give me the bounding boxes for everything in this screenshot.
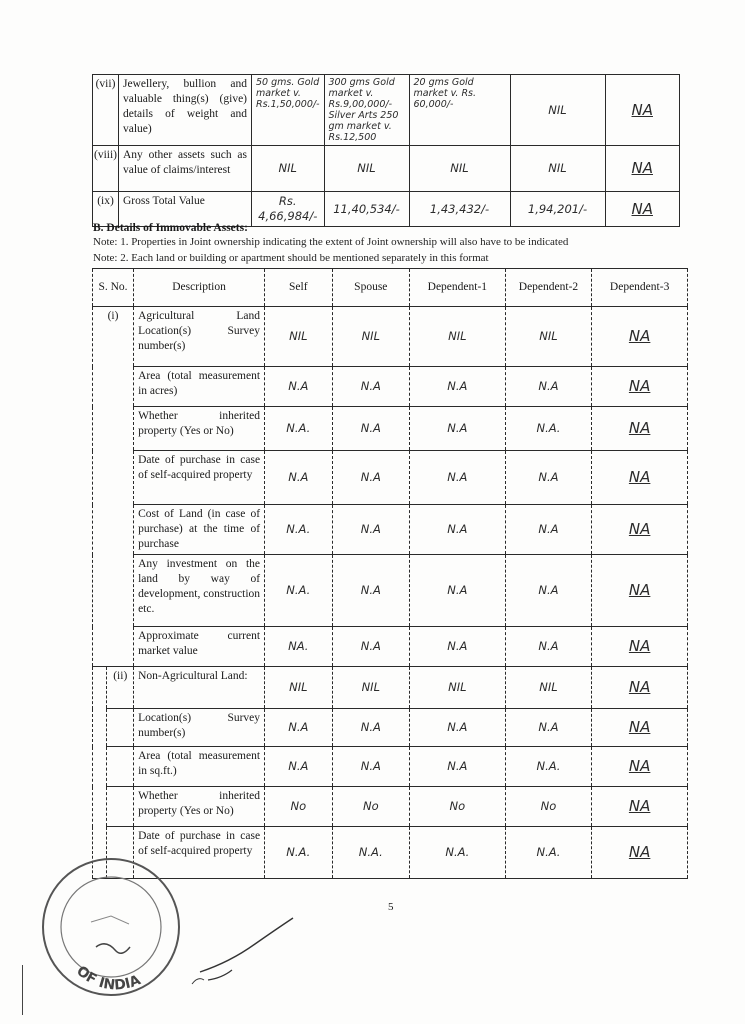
value-dependent-1: NIL <box>409 146 510 192</box>
table-row <box>93 747 688 787</box>
value-spouse: N.A <box>332 367 409 407</box>
value-dependent-1: 1,43,432/- <box>409 192 510 227</box>
row-number: (vii) <box>93 75 119 146</box>
value-self: NA. <box>265 627 333 667</box>
value-dependent-1: NIL <box>410 307 506 367</box>
value-dependent-3: NA <box>592 787 688 827</box>
value-dependent-3: NA <box>592 667 688 709</box>
value-dependent-3: NA <box>605 146 680 192</box>
table-row <box>93 667 688 709</box>
value-dependent-3: NA <box>605 192 680 227</box>
table-row <box>93 787 688 827</box>
section-title: B. Details of Immovable Assets: <box>93 222 248 234</box>
table-row <box>93 307 688 367</box>
value-dependent-2: N.A. <box>505 407 592 451</box>
row-number: (viii) <box>93 146 119 192</box>
value-dependent-1: N.A <box>410 555 506 627</box>
value-dependent-3: NA <box>592 827 688 879</box>
stamp-text: OF INDIA <box>73 963 143 994</box>
value-dependent-2: N.A <box>505 367 592 407</box>
value-self: N.A. <box>265 555 333 627</box>
header-self: Self <box>265 269 333 307</box>
row-number: (ix) <box>93 192 119 227</box>
value-dependent-3: NA <box>592 555 688 627</box>
value-dependent-2: NIL <box>510 146 605 192</box>
row-description: Whether inherited property (Yes or No) <box>134 407 265 451</box>
group-number: (ii) <box>107 667 134 709</box>
value-spouse: N.A <box>332 709 409 747</box>
table-row <box>93 75 680 146</box>
row-description: Area (total measurement in acres) <box>134 367 265 407</box>
value-dependent-2: 1,94,201/- <box>510 192 605 227</box>
value-dependent-1: 20 gms Gold market v. Rs. 60,000/- <box>409 75 510 146</box>
value-dependent-1: N.A <box>410 709 506 747</box>
value-dependent-1: N.A <box>410 367 506 407</box>
value-dependent-2: N.A <box>505 709 592 747</box>
row-description: Non-Agricultural Land: <box>134 667 265 709</box>
value-dependent-2: N.A <box>505 555 592 627</box>
table-row <box>93 146 680 192</box>
margin-mark <box>22 965 23 1015</box>
group-number-empty <box>107 747 134 787</box>
value-self: N.A <box>265 451 333 505</box>
value-dependent-3: NA <box>605 75 680 146</box>
value-dependent-2: NIL <box>505 667 592 709</box>
header-dependent-1: Dependent-1 <box>410 269 506 307</box>
row-description: Location(s) Survey number(s) <box>134 709 265 747</box>
table-row <box>93 451 688 505</box>
table-row <box>93 555 688 627</box>
header-spouse: Spouse <box>332 269 409 307</box>
table-row <box>93 407 688 451</box>
value-dependent-2: N.A. <box>505 747 592 787</box>
value-dependent-1: N.A <box>410 747 506 787</box>
row-description: Jewellery, bullion and valuable thing(s) (give) details of weight and value) <box>119 75 252 146</box>
row-description: Gross Total Value <box>119 192 252 227</box>
header-description: Description <box>134 269 265 307</box>
value-self: N.A. <box>265 407 333 451</box>
value-dependent-1: N.A <box>410 451 506 505</box>
note-2: Note: 2. Each land or building or apartment should be mentioned separately in this format <box>93 252 489 264</box>
value-dependent-2: NIL <box>510 75 605 146</box>
value-dependent-1: N.A <box>410 627 506 667</box>
row-description: Whether inherited property (Yes or No) <box>134 787 265 827</box>
header-dependent-2: Dependent-2 <box>505 269 592 307</box>
movable-assets-table <box>92 74 680 227</box>
row-description: Agricultural Land Location(s) Survey number(s) <box>134 307 265 367</box>
row-description: Area (total measurement in sq.ft.) <box>134 747 265 787</box>
value-spouse: N.A <box>332 627 409 667</box>
value-dependent-3: NA <box>592 367 688 407</box>
value-spouse: N.A <box>332 505 409 555</box>
value-dependent-2: N.A <box>505 451 592 505</box>
value-self: 50 gms. Gold market v. Rs.1,50,000/- <box>252 75 325 146</box>
signature <box>190 910 300 990</box>
value-self: NIL <box>252 146 325 192</box>
row-description: Approximate current market value <box>134 627 265 667</box>
value-dependent-1: N.A. <box>410 827 506 879</box>
value-dependent-3: NA <box>592 747 688 787</box>
group-number-empty <box>107 787 134 827</box>
value-spouse: N.A <box>332 407 409 451</box>
page-number: 5 <box>388 901 394 913</box>
table-row <box>93 627 688 667</box>
value-dependent-2: N.A. <box>505 827 592 879</box>
value-spouse: 11,40,534/- <box>324 192 409 227</box>
value-self: N.A <box>265 747 333 787</box>
value-spouse: N.A <box>332 451 409 505</box>
value-spouse: No <box>332 787 409 827</box>
value-dependent-3: NA <box>592 709 688 747</box>
header-sno: S. No. <box>93 269 134 307</box>
value-dependent-3: NA <box>592 407 688 451</box>
value-dependent-1: No <box>410 787 506 827</box>
value-spouse: N.A. <box>332 827 409 879</box>
value-dependent-1: NIL <box>410 667 506 709</box>
value-self: N.A <box>265 367 333 407</box>
value-dependent-2: No <box>505 787 592 827</box>
value-self: No <box>265 787 333 827</box>
row-description: Date of purchase in case of self-acquired property <box>134 827 265 879</box>
header-dependent-3: Dependent-3 <box>592 269 688 307</box>
value-spouse: N.A <box>332 747 409 787</box>
table-row <box>93 505 688 555</box>
value-self: NIL <box>265 667 333 709</box>
row-description: Cost of Land (in case of purchase) at the time of purchase <box>134 505 265 555</box>
table-header-row <box>93 269 688 307</box>
row-description: Any investment on the land by way of development, construction etc. <box>134 555 265 627</box>
value-self: Rs. 4,66,984/- <box>252 192 325 227</box>
value-spouse: 300 gms Gold market v. Rs.9,00,000/- Silver Arts 250 gm market v. Rs.12,500 <box>324 75 409 146</box>
value-self: N.A. <box>265 827 333 879</box>
row-description: Any other assets such as value of claims/interest <box>119 146 252 192</box>
value-dependent-2: NIL <box>505 307 592 367</box>
value-self: N.A <box>265 709 333 747</box>
immovable-assets-table <box>92 268 688 879</box>
value-dependent-3: NA <box>592 505 688 555</box>
value-dependent-1: N.A <box>410 407 506 451</box>
table-row <box>93 709 688 747</box>
value-spouse: NIL <box>324 146 409 192</box>
value-dependent-3: NA <box>592 627 688 667</box>
group-number: (i) <box>93 307 134 667</box>
value-dependent-1: N.A <box>410 505 506 555</box>
value-spouse: N.A <box>332 555 409 627</box>
group-number-empty <box>107 709 134 747</box>
value-dependent-2: N.A <box>505 627 592 667</box>
group-spacer <box>93 667 107 879</box>
value-self: NIL <box>265 307 333 367</box>
value-spouse: NIL <box>332 667 409 709</box>
note-1: Note: 1. Properties in Joint ownership indicating the extent of Joint ownership will also have to be indicated <box>93 236 569 248</box>
value-dependent-3: NA <box>592 451 688 505</box>
row-description: Date of purchase in case of self-acquired property <box>134 451 265 505</box>
value-self: N.A. <box>265 505 333 555</box>
value-spouse: NIL <box>332 307 409 367</box>
value-dependent-3: NA <box>592 307 688 367</box>
table-row <box>93 367 688 407</box>
value-dependent-2: N.A <box>505 505 592 555</box>
official-stamp <box>36 852 186 1002</box>
